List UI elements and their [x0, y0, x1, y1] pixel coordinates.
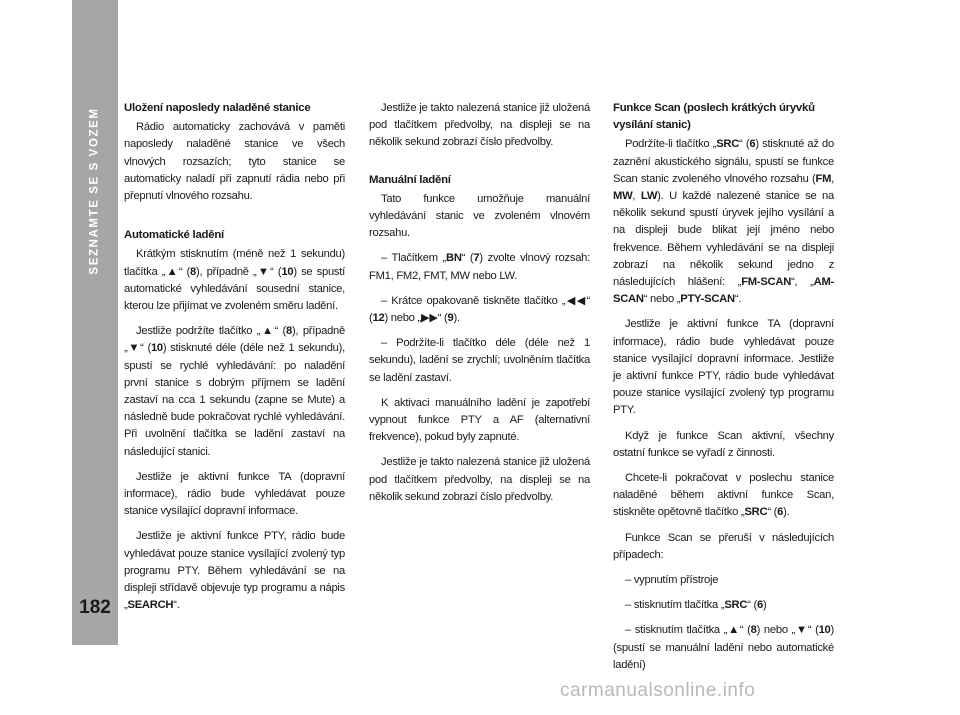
paragraph: – stisknutím tlačítka „SRC“ (6) [625, 599, 767, 612]
heading-manual-tuning: Manuální ladění [369, 173, 451, 186]
paragraph: Tato funkce umožňuje manuální vyhledávání stanic ve zvoleném vlnovém rozsahu. [369, 192, 590, 240]
paragraph: Jestliže je takto nalezená stanice již uložená pod tlačítkem předvolby, na displeji se na několik sekund zobrazí číslo předvolby. [369, 456, 590, 503]
paragraph: Jestliže podržíte tlačítko „▲“ (8), případně „▼“ (10) stisknuté déle (déle než 1 sekundu), spustí se rychlé vyhledávání: po naladění první stanice s dobrým příjmem se ladění zastaví na cca 1 sekundu (zapne se Mute) a následně bude pokračovat rychlé vyhledávání. Při uvolnění tlačítka se ladění zastaví na následující stanici. [124, 325, 345, 458]
paragraph: Podržíte-li tlačítko „SRC“ (6) stisknuté až do zaznění akustického signálu, spustí se funkce Scan stanic zvoleného vlnového rozsahu (FM, MW, LW). U každé nalezené stanice se na několik sekund spustí úryvek jejího vysílání a na displeji bude blikat její jméno nebo frekvence. Během vyhledávání se na displeji zobrazí na několik sekund jedno z následujících hlášení: „FM-SCAN“, „AM-SCAN“ nebo „PTY-SCAN“. [613, 138, 834, 306]
paragraph: Jestliže je takto nalezená stanice již uložená pod tlačítkem předvolby, na displeji se na několik sekund zobrazí číslo předvolby. [369, 102, 590, 149]
heading-last-station: Uložení naposledy naladěné stanice [124, 102, 311, 114]
column-middle [369, 100, 590, 514]
paragraph: Rádio automaticky zachovává v paměti naposledy naladěné stanice ve všech vlnových rozsazích; tyto stanice se automaticky naladí při zapnutí rádia nebo při přepnutí vlnového rozsahu. [124, 121, 345, 203]
paragraph: Když je funkce Scan aktivní, všechny ostatní funkce se vyřadí z činnosti. [613, 429, 834, 459]
paragraph: – Tlačítkem „BN“ (7) zvolte vlnový rozsah: FM1, FM2, FMT, MW nebo LW. [369, 252, 590, 282]
paragraph: Funkce Scan se přeruší v následujících případech: [613, 531, 834, 561]
paragraph: – vypnutím přístroje [625, 574, 719, 587]
sidebar-band [72, 0, 118, 645]
paragraph: Jestliže je aktivní funkce TA (dopravní informace), rádio bude vyhledávat pouze stanice vysílající dopravní informace. [124, 470, 345, 518]
heading-auto-tuning: Automatické ladění [124, 229, 224, 242]
paragraph: K aktivaci manuálního ladění je zapotřebí vypnout funkce PTY a AF (alternativní frekvence), pokud byly zapnuté. [369, 396, 590, 444]
paragraph: Krátkým stisknutím (méně než 1 sekundu) tlačítka „▲“ (8), případně „▼“ (10) se spustí automatické vyhledávání sousední stanice, kterou lze přijímat ve zvoleném směru ladění. [124, 248, 345, 313]
paragraph: – Podržíte-li tlačítko déle (déle než 1 sekundu), ladění se zrychlí; uvolněním tlačítka se ladění zastaví. [369, 337, 590, 384]
paragraph: – stisknutím tlačítka „▲“ (8) nebo „▼“ (10) (spustí se manuální ladění nebo automatické ladění) [613, 624, 835, 671]
heading-scan-function: Funkce Scan (poslech krátkých úryvků vysílání stanic) [613, 102, 815, 132]
section-title [72, 98, 118, 283]
paragraph: Jestliže je aktivní funkce TA (dopravní informace), rádio bude vyhledávat pouze stanice vysílající dopravní informace. Jestliže je aktivní funkce PTY, rádio bude vyhledávat pouze stanice vysílající zvolený typ programu PTY. [613, 318, 834, 417]
page-number: 182 [79, 597, 111, 618]
column-right [613, 100, 834, 682]
paragraph: Chcete-li pokračovat v poslechu stanice naladěné během aktivní funkce Scan, stiskněte opětovně tlačítko „SRC“ (6). [613, 472, 834, 519]
paragraph: – Krátce opakovaně tiskněte tlačítko „◀◀“ (12) nebo „▶▶“ (9). [369, 294, 590, 325]
watermark: carmanualsonline.info [560, 680, 756, 701]
column-left [124, 100, 345, 622]
paragraph: Jestliže je aktivní funkce PTY, rádio bude vyhledávat pouze stanice vysílající zvolený typ programu PTY. Během vyhledávání se na displeji střídavě objevuje typ programu a nápis „SEARCH“. [124, 530, 345, 612]
section-title-text: SEZNAMTE SE S VOZEM [89, 106, 102, 275]
